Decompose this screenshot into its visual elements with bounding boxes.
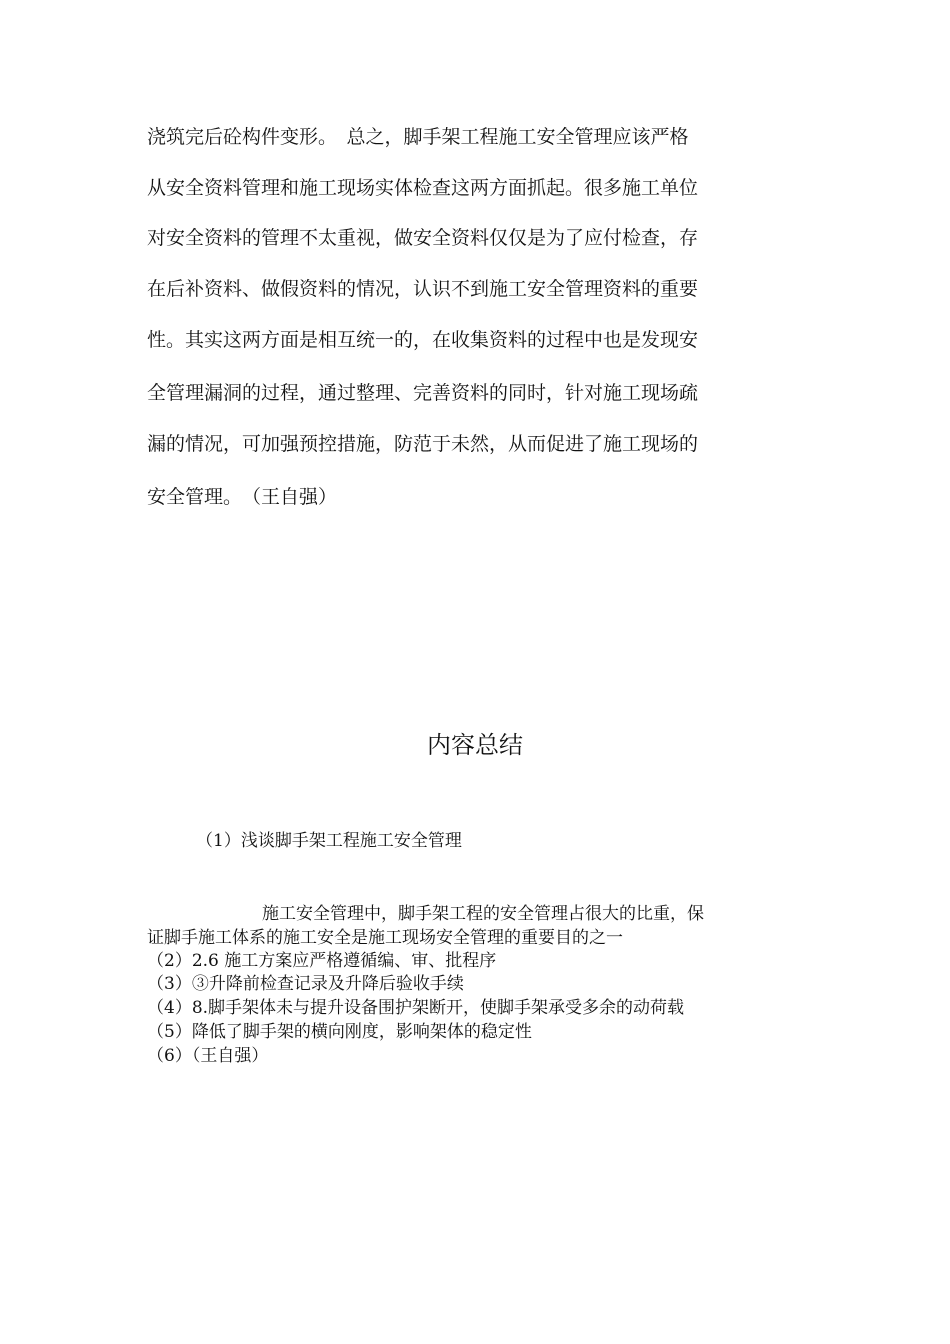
body-line: 在后补资料、做假资料的情况，认识不到施工安全管理资料的重要 [147,278,699,300]
summary-item: （2）2.6 施工方案应严格遵循编、审、批程序 [147,951,497,971]
body-line: 漏的情况，可加强预控措施，防范于未然，从而促进了施工现场的 [147,433,699,455]
body-line: 性。其实这两方面是相互统一的，在收集资料的过程中也是发现安 [147,329,699,351]
summary-item: （1）浅谈脚手架工程施工安全管理 [196,831,462,851]
summary-item: （5）降低了脚手架的横向刚度，影响架体的稳定性 [147,1022,532,1042]
body-line: 从安全资料管理和施工现场实体检查这两方面抓起。很多施工单位 [147,177,699,199]
summary-paragraph-line: 证脚手施工体系的施工安全是施工现场安全管理的重要目的之一 [147,928,623,948]
body-line: 全管理漏洞的过程，通过整理、完善资料的同时，针对施工现场疏 [147,382,699,404]
summary-title: 内容总结 [427,731,523,759]
body-line: 对安全资料的管理不太重视，做安全资料仅仅是为了应付检查，存 [147,227,699,249]
body-line: 浇筑完后砼构件变形。 总之，脚手架工程施工安全管理应该严格 [147,126,689,148]
summary-item: （4）8.脚手架体未与提升设备围护架断开，使脚手架承受多余的动荷载 [147,998,685,1018]
summary-item: （6）（王自强） [147,1046,269,1066]
summary-paragraph-line: 施工安全管理中，脚手架工程的安全管理占很大的比重，保 [262,904,704,924]
summary-item: （3）③升降前检查记录及升降后验收手续 [147,974,464,994]
body-line: 安全管理。 （王自强） [147,486,338,508]
